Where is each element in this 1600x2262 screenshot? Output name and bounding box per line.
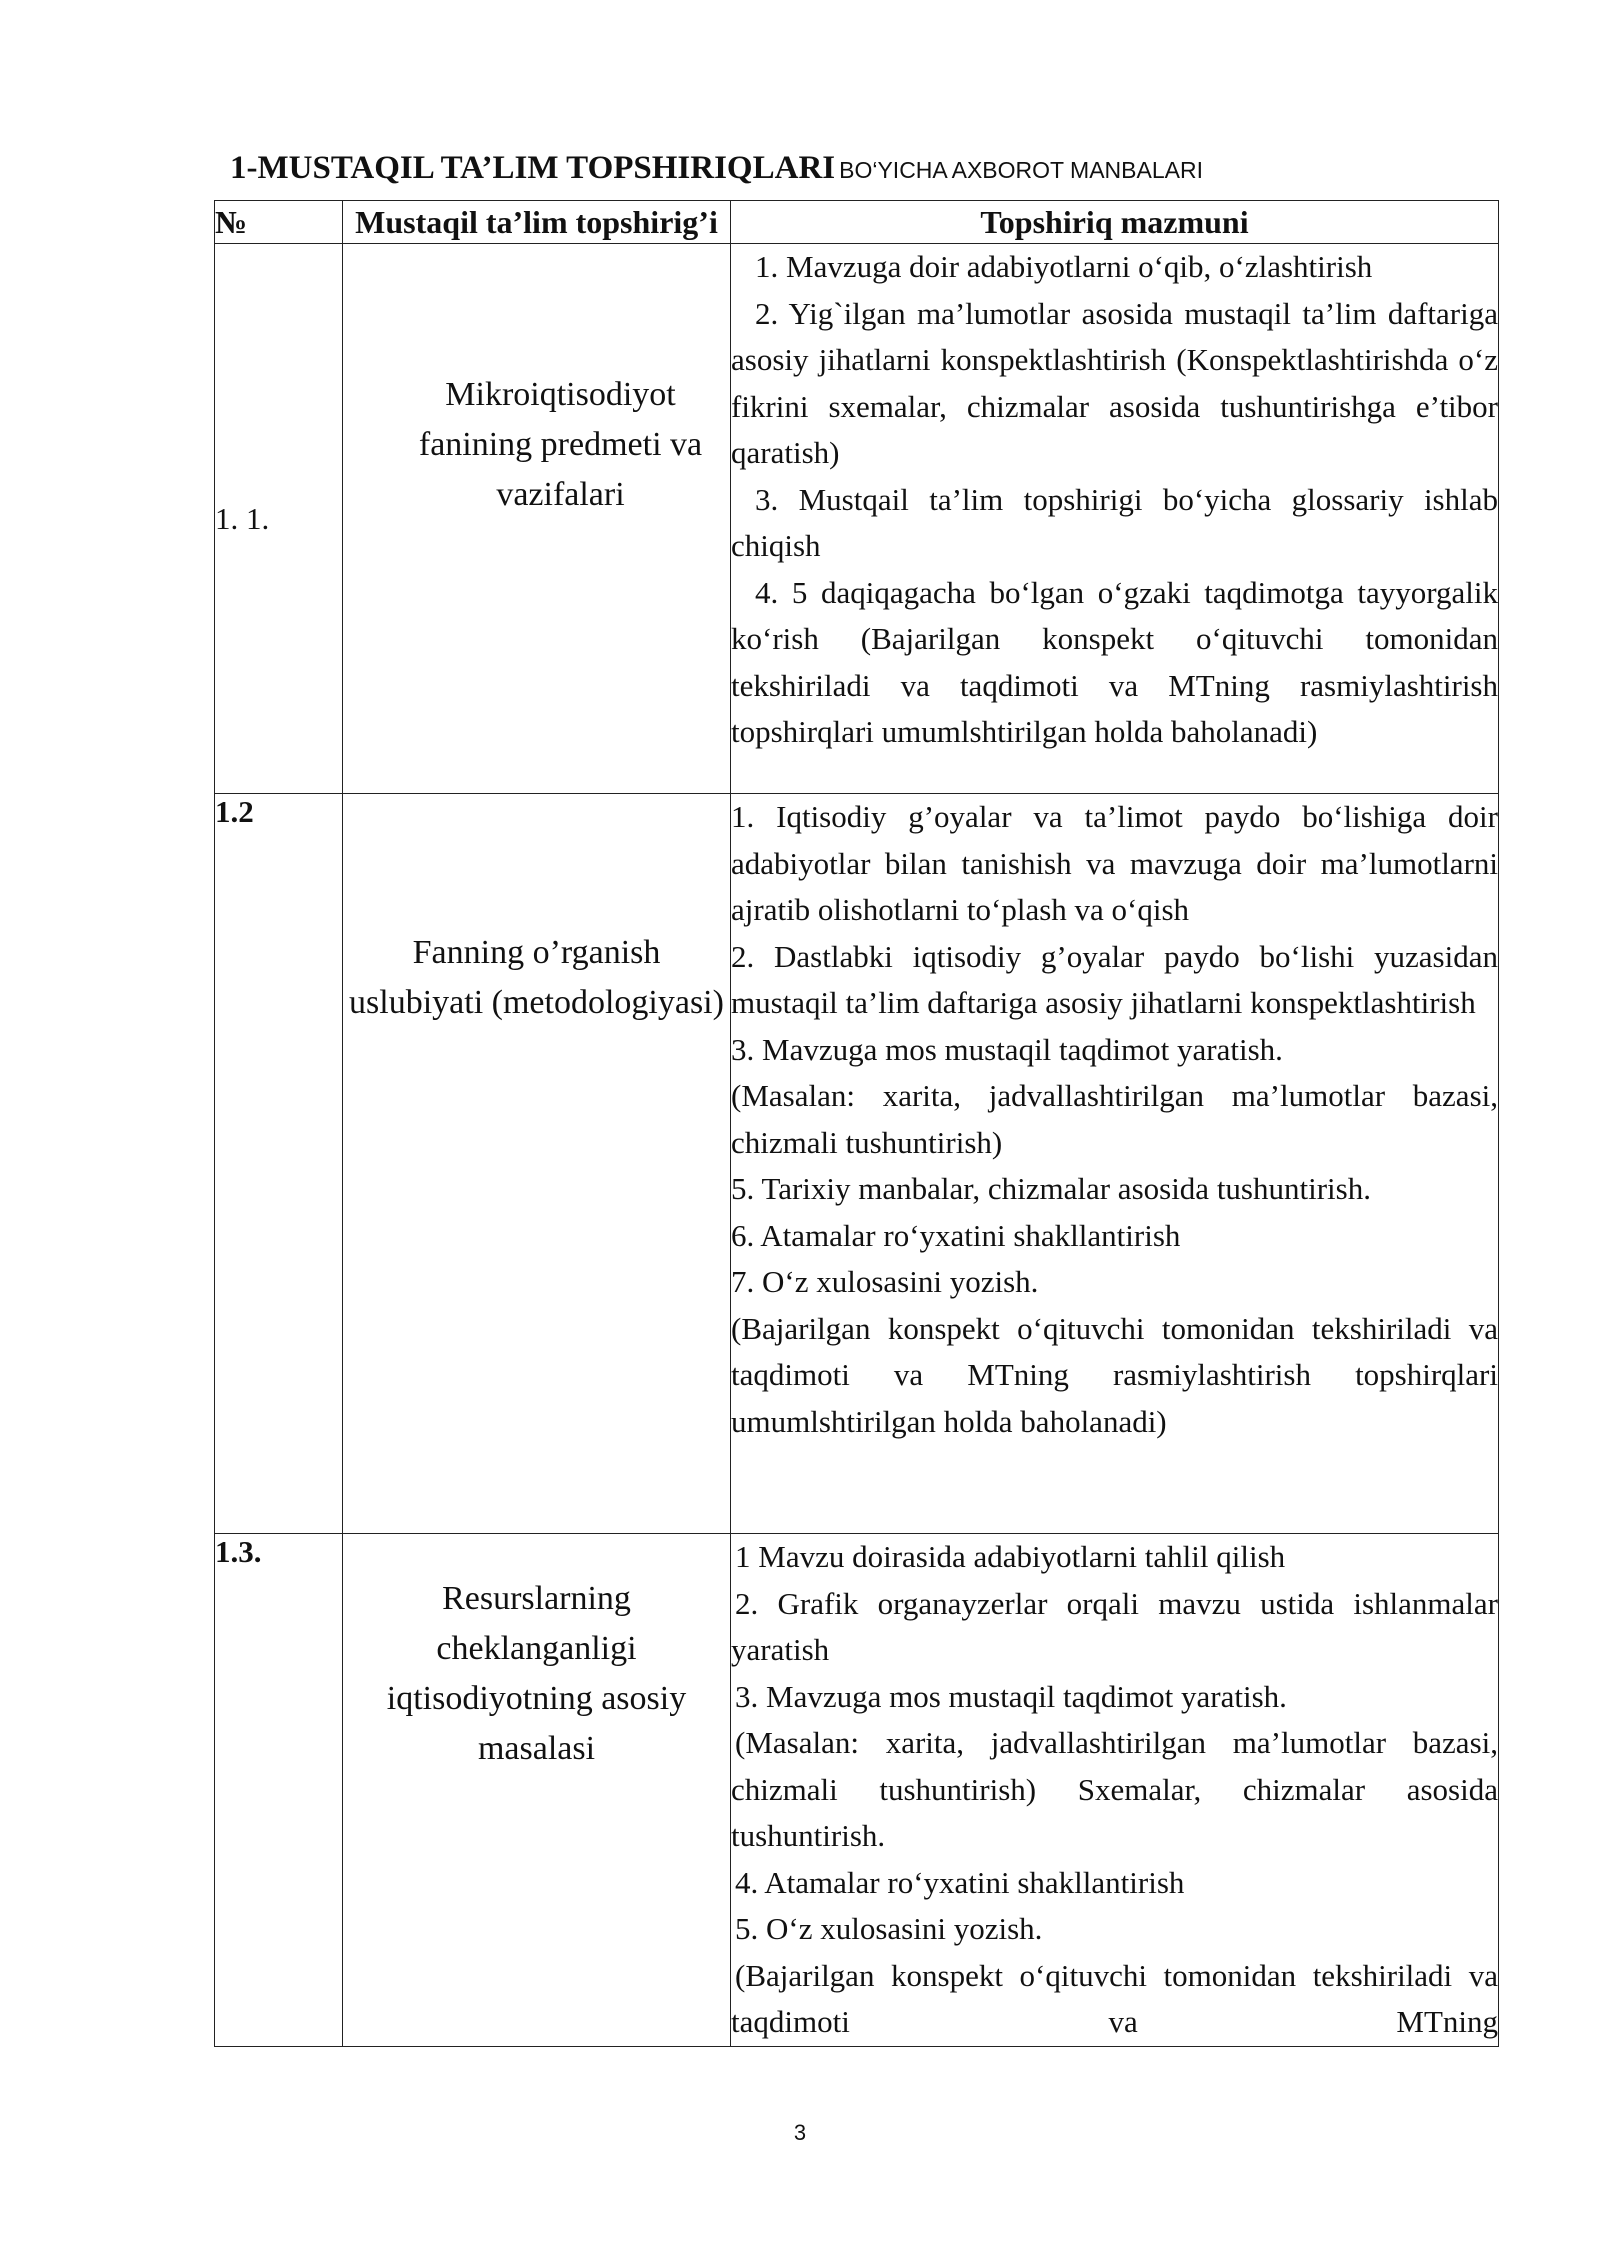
content-line: 6. Atamalar ro‘yxatini shakllantirish bbox=[731, 1217, 1181, 1253]
row-topic bbox=[343, 244, 731, 794]
table-row bbox=[215, 1534, 1499, 2047]
row-content bbox=[731, 794, 1499, 1534]
table-header-row bbox=[215, 201, 1499, 244]
row-number: 1.2 bbox=[215, 794, 343, 1534]
heading-bold: 1-MUSTAQIL TA’LIM TOPSHIRIQLARI bbox=[230, 150, 836, 186]
content-line: 1. Mavzuga doir adabiyotlarni o‘qib, o‘zlashtirish bbox=[755, 249, 1373, 284]
row-content bbox=[731, 1534, 1499, 2047]
row-content bbox=[731, 244, 1499, 794]
content-line: (Bajarilgan konspekt o‘qituvchi tomonidan tekshiriladi va taqdimoti va MTning bbox=[731, 1957, 1498, 2039]
row-number: 1. 1. bbox=[215, 244, 343, 794]
content-line: 3. Mavzuga mos mustaqil taqdimot yaratish. bbox=[735, 1678, 1287, 1714]
content-line: 5. Tarixiy manbalar, chizmalar asosida tushuntirish. bbox=[731, 1171, 1371, 1206]
content-line: 2. Dastlabki iqtisodiy g’oyalar paydo bo‘lishi yuzasidan mustaqil ta’lim daftariga asosiy jihatlarni konspektlashtirish bbox=[731, 938, 1498, 1020]
page-heading bbox=[230, 150, 1430, 187]
page-number: 3 bbox=[793, 2120, 807, 2145]
content-line: 7. O‘z xulosasini yozish. bbox=[731, 1264, 1039, 1299]
row-topic-text: Fanning o’rganish uslubiyati (metodologiyasi) bbox=[349, 934, 724, 1021]
header-task: Mustaqil ta’lim topshirig’i bbox=[343, 201, 731, 244]
content-line: 3. Mustqail ta’lim topshirigi bo‘yicha glossariy ishlab chiqish bbox=[731, 481, 1498, 563]
content-line: 1 Mavzu doirasida adabiyotlarni tahlil qilish bbox=[735, 1539, 1286, 1574]
content-line: (Bajarilgan konspekt o‘qituvchi tomonidan tekshiriladi va taqdimoti va MTning rasmiylashtirish topshirqlari umumlshtirilgan holda baholanadi) bbox=[731, 1310, 1498, 1439]
header-content: Topshiriq mazmuni bbox=[731, 201, 1499, 244]
header-number: № bbox=[215, 201, 343, 244]
table-row bbox=[215, 244, 1499, 794]
tasks-table bbox=[214, 200, 1499, 2047]
row-topic-text: Resurslarning cheklanganligi iqtisodiyotning asosiy masalasi bbox=[386, 1580, 687, 1767]
content-line: (Masalan: xarita, jadvallashtirilgan ma’lumotlar bazasi, chizmali tushuntirish) bbox=[731, 1078, 1498, 1160]
content-line: (Masalan: xarita, jadvallashtirilgan ma’lumotlar bazasi, chizmali tushuntirish) Sxemalar, chizmalar asosida tushuntirish. bbox=[731, 1725, 1498, 1853]
row-topic bbox=[343, 794, 731, 1534]
content-line: 4. 5 daqiqagacha bo‘lgan o‘gzaki taqdimotga tayyorgalik ko‘rish (Bajarilgan konspekt o‘qituvchi tomonidan tekshiriladi va taqdimoti va MTning rasmiylashtirish topshirqlari umumlshtirilgan holda baholanadi) bbox=[731, 574, 1498, 749]
content-line: 4. Atamalar ro‘yxatini shakllantirish bbox=[735, 1864, 1185, 1900]
content-line: 2. Grafik organayzerlar orqali mavzu ustida ishlanmalar yaratish bbox=[731, 1585, 1498, 1667]
content-line: 2. Yig`ilgan ma’lumotlar asosida mustaqil ta’lim daftariga asosiy jihatlarni konspektlashtirish (Konspektlashtirishda o‘z fikrini sxemalar, chizmalar asosida tushuntirishga e’tibor qaratish) bbox=[731, 295, 1498, 470]
row-topic-text: Mikroiqtisodiyot fanining predmeti va vazifalari bbox=[418, 376, 703, 513]
content-line: 1. Iqtisodiy g’oyalar va ta’limot paydo bo‘lishiga doir adabiyotlar bilan tanishish va mavzuga doir ma’lumotlarni ajratib olishotlarni to‘plash va o‘qish bbox=[731, 799, 1498, 927]
row-number: 1.3. bbox=[215, 1534, 343, 2047]
content-line: 3. Mavzuga mos mustaqil taqdimot yaratish. bbox=[731, 1031, 1283, 1067]
content-line: 5. O‘z xulosasini yozish. bbox=[735, 1911, 1043, 1946]
table-row bbox=[215, 794, 1499, 1534]
heading-rest: BO‘YICHA AXBOROT MANBALARI bbox=[839, 157, 1203, 183]
row-topic bbox=[343, 1534, 731, 2047]
